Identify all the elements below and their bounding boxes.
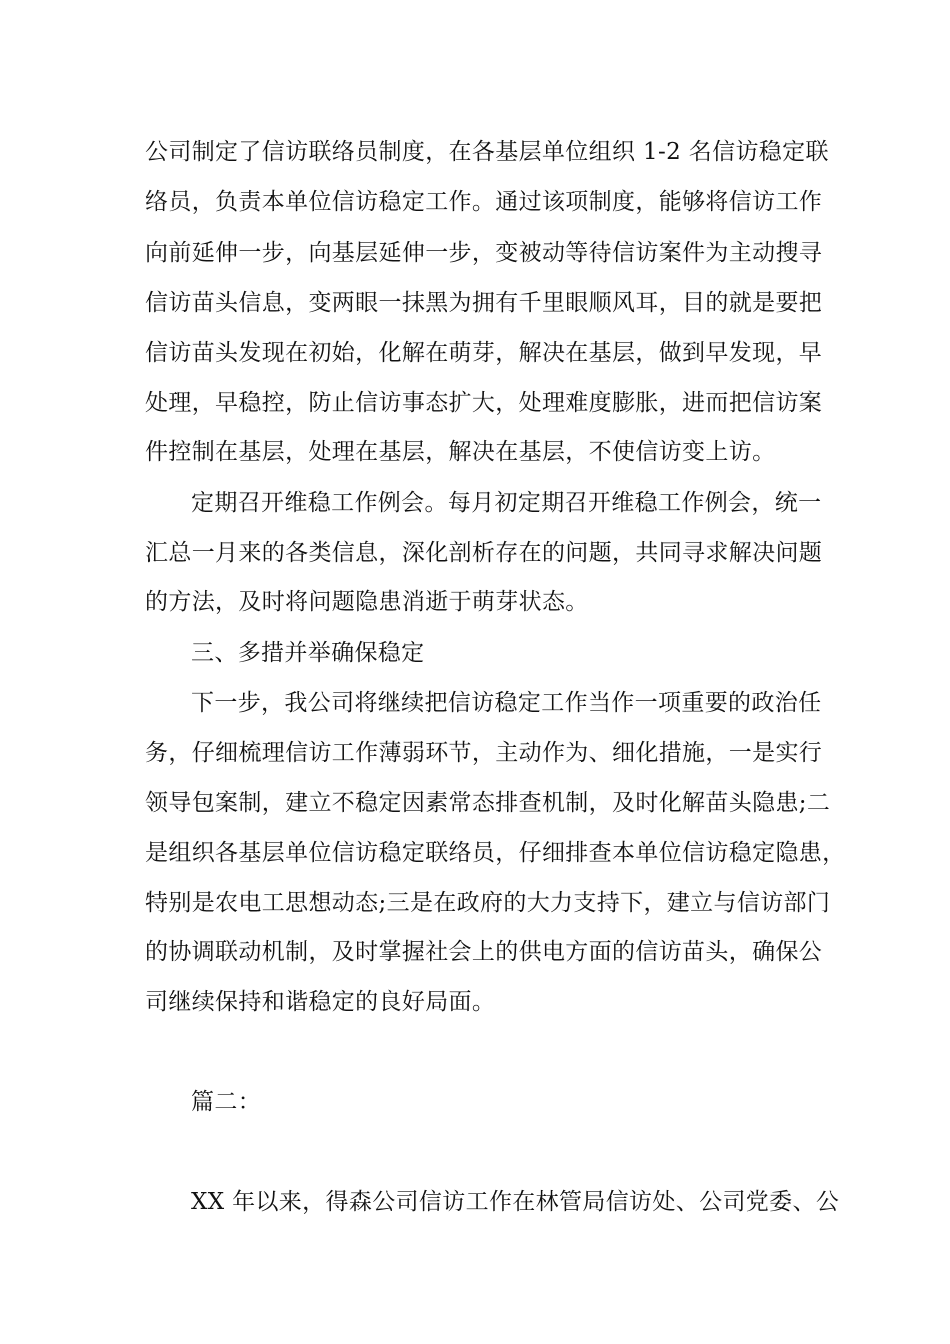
- body-text-line: 定期召开维稳工作例会。每月初定期召开维稳工作例会，统一: [191, 490, 822, 516]
- body-text-line: 下一步，我公司将继续把信访稳定工作当作一项重要的政治任: [191, 690, 822, 716]
- body-text-line: 的方法，及时将问题隐患消逝于萌芽状态。: [145, 589, 589, 615]
- body-text-line: XX 年以来，得森公司信访工作在林管局信访处、公司党委、公: [191, 1189, 840, 1215]
- body-text-line: 向前延伸一步，向基层延伸一步，变被动等待信访案件为主动搜寻: [145, 240, 823, 266]
- body-text-line: 的协调联动机制，及时掌握社会上的供电方面的信访苗头，确保公: [145, 939, 823, 965]
- body-text-line: 特别是农电工思想动态;三是在政府的大力支持下，建立与信访部门: [145, 890, 831, 916]
- part-heading: 篇二：: [191, 1089, 262, 1115]
- body-text-line: 信访苗头信息，变两眼一抹黑为拥有千里眼顺风耳，目的就是要把: [145, 290, 823, 316]
- body-text-line: 汇总一月来的各类信息，深化剖析存在的问题，共同寻求解决问题: [145, 540, 823, 566]
- body-text-line: 处理，早稳控，防止信访事态扩大，处理难度膨胀，进而把信访案: [145, 390, 823, 416]
- body-text-line: 领导包案制，建立不稳定因素常态排查机制，及时化解苗头隐患;二: [145, 790, 831, 816]
- section-heading: 三、多措并举确保稳定: [191, 640, 425, 666]
- body-text-line: 务，仔细梳理信访工作薄弱环节，主动作为、细化措施，一是实行: [145, 740, 823, 766]
- body-text-line: 公司制定了信访联络员制度，在各基层单位组织 1-2 名信访稳定联: [145, 139, 829, 165]
- body-text-line: 是组织各基层单位信访稳定联络员，仔细排查本单位信访稳定隐患，: [145, 840, 846, 866]
- body-text-line: 件控制在基层，处理在基层，解决在基层，不使信访变上访。: [145, 439, 776, 465]
- body-text-line: 络员，负责本单位信访稳定工作。通过该项制度，能够将信访工作: [145, 189, 823, 215]
- body-text-line: 司继续保持和谐稳定的良好局面。: [145, 989, 496, 1015]
- body-text-line: 信访苗头发现在初始，化解在萌芽，解决在基层，做到早发现，早: [145, 340, 823, 366]
